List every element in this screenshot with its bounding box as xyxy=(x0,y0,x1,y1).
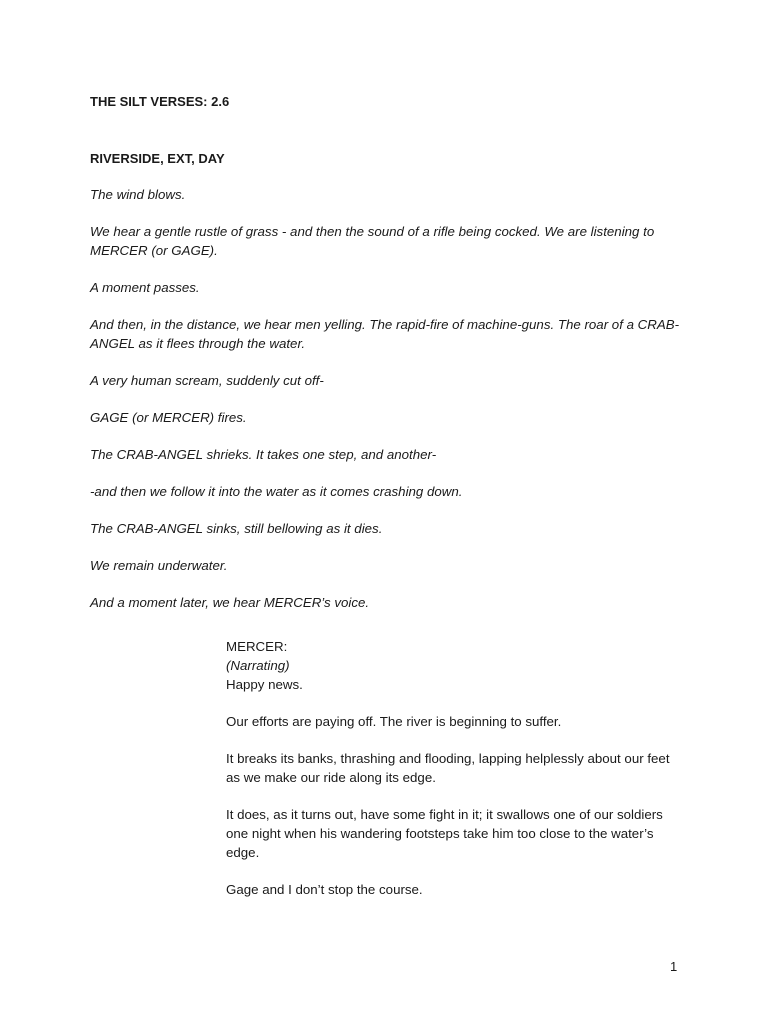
action-line: GAGE (or MERCER) fires. xyxy=(90,410,247,425)
action-line: We hear a gentle rustle of grass - and then the sound of a rifle being cocked. We are listening to MERCER (or GAGE). xyxy=(90,224,655,258)
dialogue-line: It breaks its banks, thrashing and flooding, lapping helplessly about our feet as we make our ride along its edge. xyxy=(226,751,670,785)
dialogue-parenthetical: (Narrating) xyxy=(226,658,290,673)
dialogue-line: It does, as it turns out, have some fight in it; it swallows one of our soldiers one night when his wandering footsteps take him too close to the water’s edge. xyxy=(226,807,663,860)
action-block xyxy=(90,185,690,630)
dialogue-speaker: MERCER: xyxy=(226,639,288,654)
dialogue-line: Gage and I don’t stop the course. xyxy=(226,882,423,897)
script-title: THE SILT VERSES: 2.6 xyxy=(90,94,230,109)
action-line: And a moment later, we hear MERCER’s voice. xyxy=(90,595,370,610)
dialogue-line: Happy news. xyxy=(226,677,303,692)
scene-heading: RIVERSIDE, EXT, DAY xyxy=(90,151,225,166)
action-line: We remain underwater. xyxy=(90,558,228,573)
action-line: The CRAB-ANGEL sinks, still bellowing as it dies. xyxy=(90,521,383,536)
dialogue-block xyxy=(226,637,686,917)
action-line: The wind blows. xyxy=(90,187,186,202)
action-line: And then, in the distance, we hear men yelling. The rapid-fire of machine-guns. The roar of a CRAB-ANGEL as it flees through the water. xyxy=(90,317,680,351)
action-line: -and then we follow it into the water as it comes crashing down. xyxy=(90,484,463,499)
action-line: The CRAB-ANGEL shrieks. It takes one step, and another- xyxy=(90,447,437,462)
action-line: A moment passes. xyxy=(90,280,200,295)
dialogue-line: Our efforts are paying off. The river is beginning to suffer. xyxy=(226,714,562,729)
action-line: A very human scream, suddenly cut off- xyxy=(90,373,324,388)
page-number: 1 xyxy=(670,959,678,974)
